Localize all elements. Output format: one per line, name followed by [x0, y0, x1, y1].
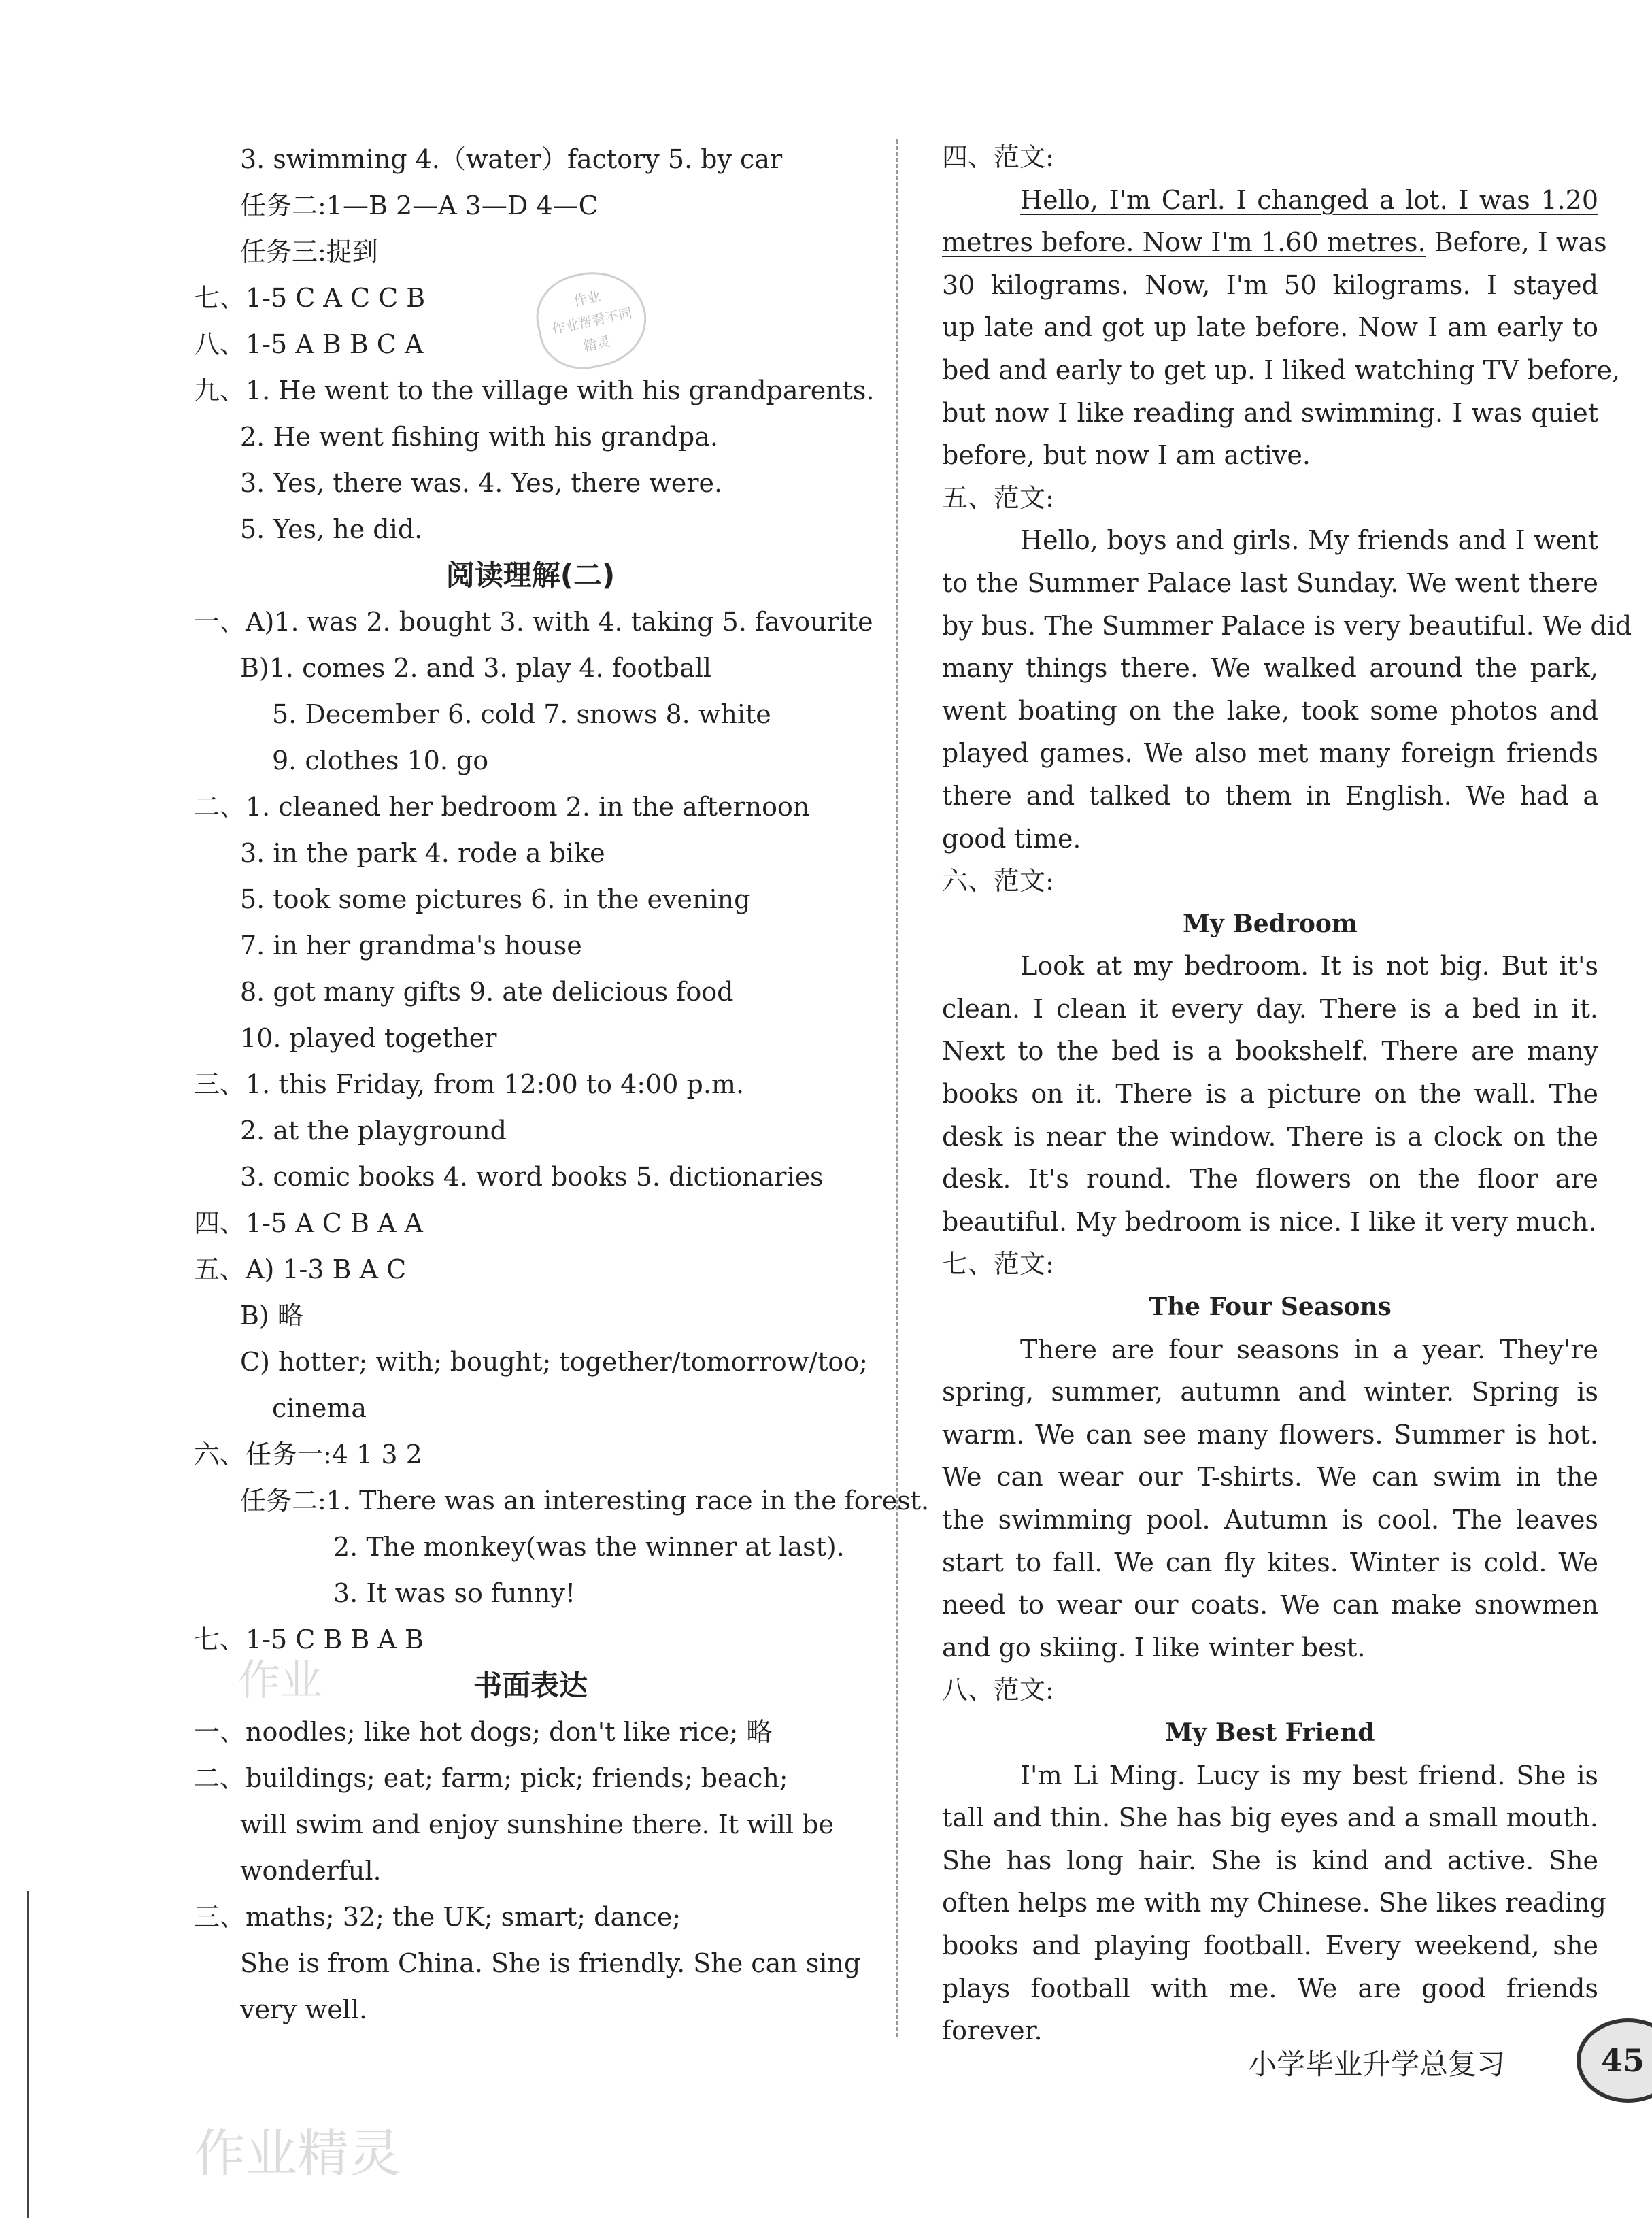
- right-line: 30 kilograms. Now, I'm 50 kilograms. I stayed: [942, 269, 1598, 300]
- right-line: My Bedroom: [1183, 909, 1358, 938]
- right-line: Look at my bedroom. It is not big. But it's: [1020, 951, 1598, 982]
- underlined-text: Hello, I'm Carl. I changed a lot. I was 1.20: [1020, 184, 1598, 215]
- left-line: 四、1-5 A C B A A: [194, 1208, 423, 1238]
- left-line: 5. Yes, he did.: [240, 514, 423, 544]
- left-line: 5. December 6. cold 7. snows 8. white: [272, 699, 771, 729]
- left-line: 8. got many gifts 9. ate delicious food: [240, 977, 734, 1007]
- left-line: 任务二:1—B 2—A 3—D 4—C: [240, 190, 599, 220]
- left-line: 阅读理解(二): [445, 558, 616, 592]
- left-line: She is from China. She is friendly. She can sing: [240, 1948, 861, 1978]
- left-line: 3. swimming 4.（water）factory 5. by car: [240, 144, 783, 174]
- right-line: 五、范文:: [942, 482, 1054, 513]
- right-line: The Four Seasons: [1149, 1292, 1392, 1322]
- left-line: 2. The monkey(was the winner at last).: [333, 1532, 845, 1562]
- left-line: wonderful.: [240, 1856, 382, 1886]
- right-line: the swimming pool. Autumn is cool. The leaves: [942, 1505, 1598, 1535]
- left-line: 2. He went fishing with his grandpa.: [240, 422, 718, 452]
- right-line: tall and thin. She has big eyes and a small mouth.: [942, 1803, 1598, 1833]
- watermark-middle: 作业: [238, 1655, 323, 1705]
- stamp-bot: 精灵: [581, 333, 612, 355]
- binding-line: [27, 1891, 29, 2218]
- left-line: 九、1. He went to the village with his grandparents.: [194, 376, 875, 405]
- column-divider: [896, 139, 898, 2037]
- page-number: 45: [1577, 2018, 1652, 2103]
- left-line: 任务二:1. There was an interesting race in the forest.: [240, 1486, 930, 1516]
- left-line: 书面表达: [473, 1669, 588, 1702]
- right-line: We can wear our T-shirts. We can swim in the: [942, 1462, 1598, 1492]
- left-line: 五、A) 1-3 B A C: [194, 1254, 407, 1284]
- right-line: but now I like reading and swimming. I was quiet: [942, 397, 1598, 428]
- right-line: start to fall. We can fly kites. Winter is cold. We: [942, 1547, 1598, 1578]
- right-line: spring, summer, autumn and winter. Spring is: [942, 1377, 1598, 1407]
- right-line: She has long hair. She is kind and active. She: [942, 1845, 1598, 1875]
- right-line: bed and early to get up. I liked watching TV before,: [942, 354, 1621, 385]
- left-line: 3. Yes, there was. 4. Yes, there were.: [240, 468, 723, 498]
- left-line: B)1. comes 2. and 3. play 4. football: [240, 653, 711, 683]
- left-line: 任务三:捉到: [240, 237, 378, 267]
- left-line: 七、1-5 C A C C B: [194, 283, 426, 313]
- right-line: I'm Li Ming. Lucy is my best friend. She is: [1020, 1760, 1598, 1790]
- right-line: played games. We also met many foreign friends: [942, 738, 1598, 769]
- left-line: 10. played together: [240, 1023, 497, 1053]
- right-line: forever.: [942, 2016, 1043, 2046]
- right-line: warm. We can see many flowers. Summer is hot.: [942, 1419, 1598, 1450]
- left-line: 三、1. this Friday, from 12:00 to 4:00 p.m.: [194, 1069, 745, 1099]
- left-line: 一、noodles; like hot dogs; don't like rice; 略: [194, 1717, 773, 1747]
- right-line: 四、范文:: [942, 142, 1054, 172]
- left-line: 3. It was so funny!: [333, 1578, 576, 1608]
- right-line: before, but now I am active.: [942, 440, 1311, 471]
- right-line: up late and got up late before. Now I am early to: [942, 312, 1598, 343]
- left-line: 六、任务一:4 1 3 2: [194, 1439, 422, 1469]
- right-line: went boating on the lake, took some photos and: [942, 695, 1598, 726]
- left-line: 三、maths; 32; the UK; smart; dance;: [194, 1902, 681, 1932]
- left-line: 二、1. cleaned her bedroom 2. in the afternoon: [194, 792, 810, 822]
- left-line: 2. at the playground: [240, 1116, 507, 1146]
- left-line: 一、A)1. was 2. bought 3. with 4. taking 5. favourite: [194, 607, 873, 637]
- answer-column-right: [942, 136, 1632, 2052]
- left-line: very well.: [240, 1995, 368, 2024]
- stamp-top: 作业: [572, 287, 603, 310]
- right-line: desk is near the window. There is a clock on the: [942, 1121, 1598, 1152]
- right-line: Hello, boys and girls. My friends and I went: [1020, 525, 1598, 556]
- right-line: books and playing football. Every weekend, she: [942, 1930, 1598, 1960]
- left-line: 9. clothes 10. go: [272, 746, 489, 775]
- right-line: books on it. There is a picture on the wall. The: [942, 1079, 1598, 1109]
- right-line: There are four seasons in a year. They're: [1020, 1334, 1598, 1365]
- right-line: [942, 221, 1607, 264]
- left-line: will swim and enjoy sunshine there. It will be: [240, 1809, 834, 1839]
- right-line: by bus. The Summer Palace is very beautiful. We did: [942, 610, 1632, 641]
- left-line: B) 略: [240, 1301, 303, 1331]
- answer-column-left: [194, 136, 930, 2033]
- right-line: to the Summer Palace last Sunday. We went there: [942, 567, 1598, 598]
- right-line: 七、范文:: [942, 1249, 1054, 1280]
- left-line: 7. in her grandma's house: [240, 931, 582, 961]
- right-line: clean. I clean it every day. There is a bed in it.: [942, 993, 1598, 1024]
- stamp-mid: 作业帮看不同: [550, 304, 634, 338]
- left-line: 3. comic books 4. word books 5. dictionaries: [240, 1162, 824, 1192]
- right-line: 八、范文:: [942, 1675, 1054, 1705]
- line-tail: Before, I was: [1426, 227, 1607, 258]
- left-line: 二、buildings; eat; farm; pick; friends; beach;: [194, 1763, 788, 1793]
- book-title: 小学毕业升学总复习: [1248, 2048, 1506, 2081]
- underlined-text: metres before. Now I'm 1.60 metres.: [942, 227, 1426, 258]
- right-line: and go skiing. I like winter best.: [942, 1632, 1366, 1663]
- left-line: cinema: [272, 1393, 367, 1423]
- right-line: there and talked to them in English. We had a: [942, 780, 1598, 811]
- right-line: Next to the bed is a bookshelf. There are many: [942, 1036, 1598, 1067]
- left-line: 3. in the park 4. rode a bike: [240, 838, 605, 868]
- left-line: 八、1-5 A B B C A: [194, 329, 424, 359]
- right-line: My Best Friend: [1165, 1718, 1375, 1747]
- right-line: desk. It's round. The flowers on the floor are: [942, 1164, 1598, 1195]
- right-line: often helps me with my Chinese. She likes reading: [942, 1888, 1606, 1918]
- right-line: good time.: [942, 823, 1081, 854]
- right-line: many things there. We walked around the park,: [942, 653, 1598, 684]
- right-line: plays football with me. We are good friends: [942, 1973, 1598, 2003]
- watermark-bottom: 作业精灵: [194, 2123, 401, 2184]
- right-line: 六、范文:: [942, 866, 1054, 897]
- left-line: 5. took some pictures 6. in the evening: [240, 884, 751, 914]
- right-line: need to wear our coats. We can make snowmen: [942, 1590, 1598, 1620]
- right-line: [942, 179, 1598, 222]
- right-line: beautiful. My bedroom is nice. I like it very much.: [942, 1206, 1597, 1237]
- left-line: C) hotter; with; bought; together/tomorrow/too;: [240, 1347, 868, 1377]
- left-line: 七、1-5 C B B A B: [194, 1624, 424, 1654]
